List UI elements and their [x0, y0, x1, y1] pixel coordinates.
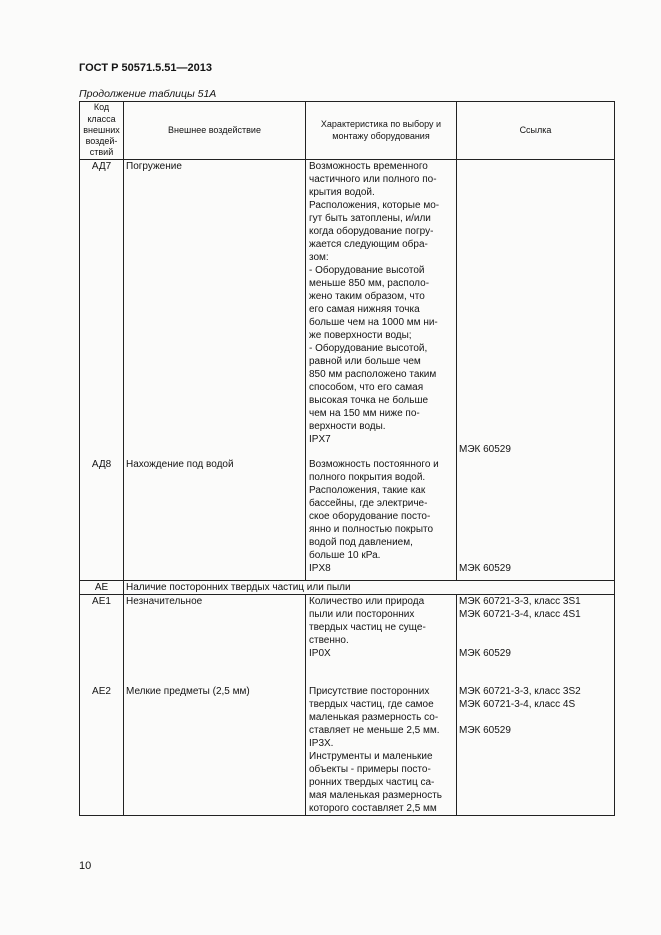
classification-table — [79, 101, 615, 816]
table-header-row — [80, 102, 615, 160]
table-row — [80, 160, 615, 459]
row-code: АЕ2 — [80, 685, 124, 816]
table-row-group-header — [80, 581, 615, 595]
row-characteristic: Количество или природа пыли или посторонних твердых частиц не суще- ственно. IP0X — [306, 595, 457, 686]
group-title: Наличие посторонних твердых частиц или пыли — [124, 581, 615, 595]
col-header-code: Код класса внешних воздей- ствий — [80, 102, 124, 160]
row-effect: Нахождение под водой — [124, 458, 306, 581]
row-reference: МЭК 60721-3-3, класс 3S1 МЭК 60721-3-4, класс 4S1 МЭК 60529 — [457, 595, 615, 686]
row-effect: Мелкие предметы (2,5 мм) — [124, 685, 306, 816]
col-header-effect: Внешнее воздействие — [124, 102, 306, 160]
table-row — [80, 595, 615, 686]
row-effect: Незначительное — [124, 595, 306, 686]
table-row — [80, 685, 615, 816]
row-code: АД8 — [80, 458, 124, 581]
table-caption: Продолжение таблицы 51А — [79, 88, 217, 100]
row-code: АЕ1 — [80, 595, 124, 686]
row-reference: МЭК 60529 — [457, 458, 615, 581]
document-header: ГОСТ Р 50571.5.51—2013 — [79, 62, 213, 74]
row-characteristic: Возможность постоянного и полного покрытия водой. Расположения, такие как бассейны, где электриче- ское оборудование посто- янно и полностью покрыто водой под давлением, больше 10 кРа. IPX8 — [306, 458, 457, 581]
row-code: АД7 — [80, 160, 124, 459]
page-number: 10 — [79, 860, 92, 872]
row-effect: Погружение — [124, 160, 306, 459]
row-characteristic: Присутствие посторонних твердых частиц, где самое маленькая размерность со- ставляет не меньше 2,5 мм. IP3X. Инструменты и маленькие объекты - примеры посто- ронних твердых частиц са- мая маленькая размерность которого составляет 2,5 мм — [306, 685, 457, 816]
row-reference: МЭК 60721-3-3, класс 3S2 МЭК 60721-3-4, класс 4S МЭК 60529 — [457, 685, 615, 816]
row-reference: МЭК 60529 — [457, 160, 615, 459]
table-row — [80, 458, 615, 581]
col-header-characteristic: Характеристика по выбору и монтажу оборудования — [306, 102, 457, 160]
row-characteristic: Возможность временного частичного или полного по- крытия водой. Расположения, которые мо- гут быть затоплены, и/или когда оборудование погру- жается следующим обра- зом: - Оборудование высотой меньше 850 мм, располо- жено таким образом, что его самая нижняя точка больше чем на 1000 мм ни- же поверхности воды; - Оборудование высотой, равной или больше чем 850 мм расположено таким способом, что его самая высокая точка не больше чем на 150 мм ниже по- верхности воды. IPX7 — [306, 160, 457, 459]
col-header-reference: Ссылка — [457, 102, 615, 160]
group-code: АЕ — [80, 581, 124, 595]
